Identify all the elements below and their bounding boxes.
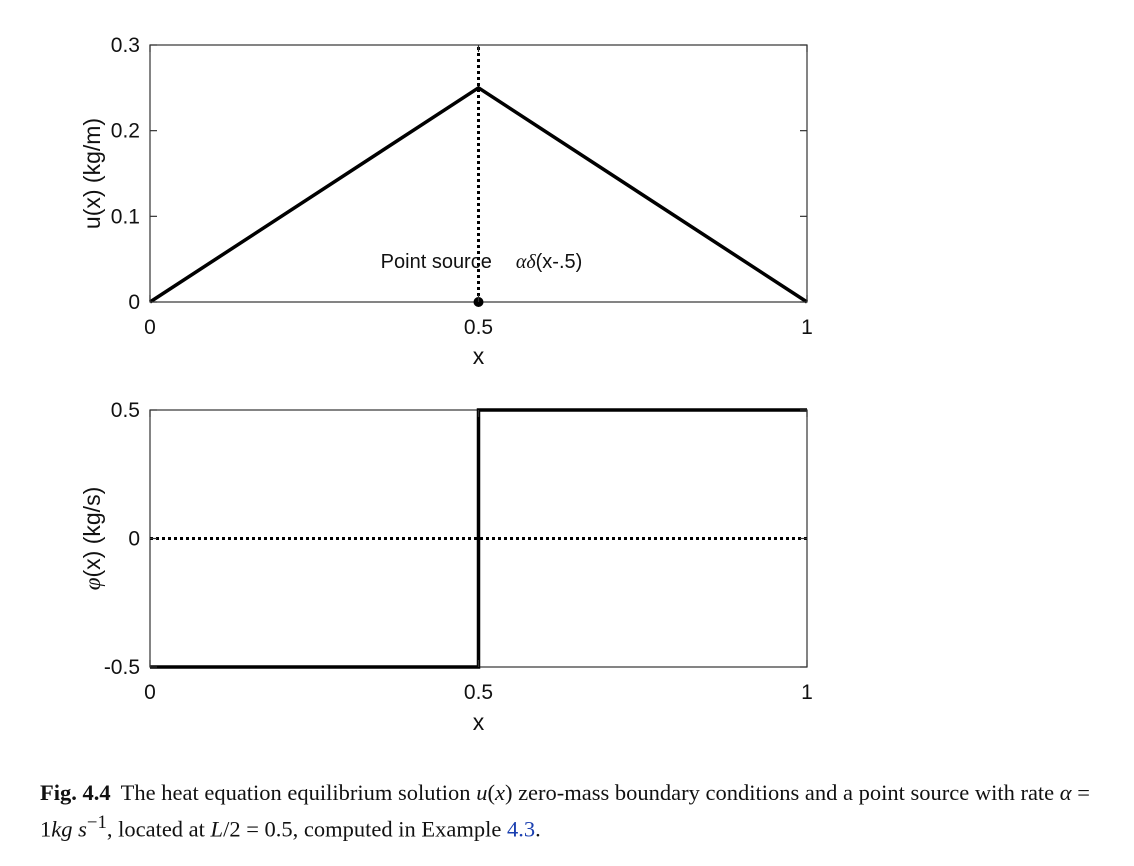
top-x-tick-label-1: 0.5 [463, 316, 494, 339]
bottom-plot-ticks [104, 399, 813, 704]
caption-label: Fig. 4.4 [40, 780, 111, 805]
bottom-x-tick-label-1: 0.5 [463, 681, 494, 704]
bottom-y-tick-label-2: 0.5 [110, 399, 140, 422]
caption-text-3: = 1 [40, 780, 1090, 842]
top-x-tick-label-2: 1 [801, 316, 813, 339]
caption-L: L [210, 816, 224, 842]
caption-exponent: −1 [86, 812, 107, 833]
caption-kg: kg [51, 816, 73, 842]
top-y-tick-label-2: 0.2 [110, 119, 140, 143]
caption-s: s [78, 816, 87, 842]
bottom-plot-marks [150, 410, 807, 667]
caption-alpha: α [1059, 780, 1072, 805]
phi-symbol: φ [80, 577, 105, 591]
top-y-tick-label-3: 0.3 [110, 34, 140, 57]
caption-text-4: , located at [106, 816, 211, 842]
caption-text-1: The heat equation equilibrium solution [120, 780, 477, 805]
top-y-tick-label-1: 0.1 [110, 205, 140, 229]
top-plot [79, 34, 813, 369]
caption-u: u [476, 780, 488, 805]
bottom-plot [79, 399, 813, 735]
caption-example-link[interactable]: 4.3 [506, 816, 536, 842]
caption-text-5: /2 = 0.5, computed in Example [223, 816, 507, 842]
figure-caption: Fig. 4.4 The heat equation equilibrium solution u(x) zero-mass boundary conditions and a point source with rate α = 1kg $s^{-1}$, located at L/2 = 0.5, computed in Example 4.3. [40, 780, 1090, 842]
bottom-y-tick-label-1: 0 [128, 527, 140, 551]
bottom-plot-x-axis-label: x [472, 709, 485, 735]
top-y-tick-label-0: 0 [128, 291, 140, 314]
top-plot-y-axis-label: u(x) (kg/m) [79, 117, 105, 230]
bottom-plot-y-axis-label [79, 487, 105, 590]
bottom-x-tick-label-2: 1 [801, 681, 813, 704]
point-source-annotation [381, 251, 583, 273]
annotation-right-text: (x-.5) [535, 250, 583, 273]
caption-x: x [494, 780, 505, 805]
top-plot-ticks [111, 34, 813, 339]
annotation-left-text: Point source [380, 250, 492, 273]
bottom-ylabel-text: (x) (kg/s) [79, 486, 105, 578]
caption-text-2: zero-mass boundary conditions and a point source with rate [512, 780, 1060, 805]
caption-end: . [535, 816, 541, 842]
top-x-tick-label-0: 0 [144, 316, 156, 339]
annotation-greek: αδ [515, 250, 536, 273]
bottom-y-tick-label-0: -0.5 [103, 656, 140, 679]
bottom-x-tick-label-0: 0 [144, 681, 156, 704]
top-plot-x-axis-label: x [472, 343, 485, 369]
